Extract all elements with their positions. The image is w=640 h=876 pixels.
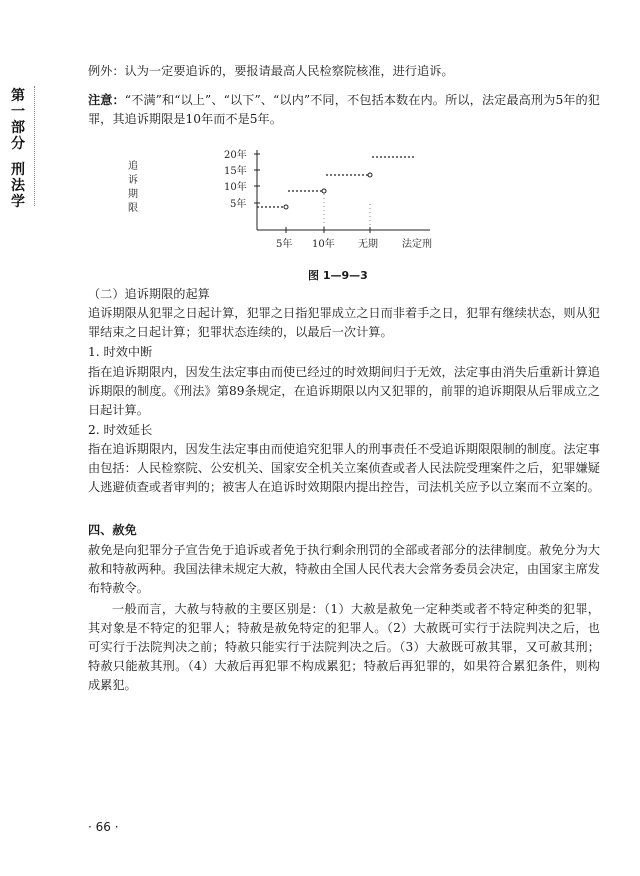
y-tick-label: 10年 (224, 182, 247, 193)
note-paragraph (88, 91, 600, 129)
subject-char: 法 (11, 178, 25, 194)
open-endpoint (284, 205, 288, 209)
subject-char: 刑 (11, 162, 25, 178)
part-sidebar-tab (6, 88, 30, 210)
y-tick-label: 15年 (224, 166, 247, 177)
section-4-body-2: 一般而言，大赦与特赦的主要区别是：（1）大赦是赦免一定种类或者不特定种类的犯罪，其对象是不特定的犯罪人；特赦是赦免特定的犯罪人。（2）大赦既可实行于法院判决之后，也可实行于法院判决之前；特赦只能实行于法院判决之后。（3）大赦既可赦其罪，又可赦其刑；特赦只能赦其刑。（4）大赦后再犯罪不构成累犯；特赦后再犯罪的，如果符合累犯条件，则构成累犯。 (88, 602, 600, 692)
part-char: 第 (11, 88, 25, 104)
section-4-body: 赦免是向犯罪分子宣告免于追诉或者免于执行剩余刑罚的全部或者部分的法律制度。赦免分为大赦和特赦两种。我国法律未规定大赦，特赦由全国人民代表大会常务委员会决定，由国家主席发布特赦令。 (88, 543, 600, 595)
y-tick-label: 5年 (230, 199, 247, 210)
section-2-title: （二）追诉期限的起算 (88, 287, 210, 301)
x-axis-label: 法定刑 (402, 239, 432, 250)
statute-limitation-chart (112, 142, 452, 267)
x-tick-label: 10年 (312, 239, 335, 250)
item-1-title: 1. 时效中断 (88, 345, 153, 359)
section-4-title: 四、赦免 (88, 523, 137, 537)
y-axis-label-char: 限 (128, 203, 138, 214)
section-2-body: 追诉期限从犯罪之日起计算，犯罪之日指犯罪成立之日而非着手之日，犯罪有继续状态，则从犯罪结束之日起计算；犯罪状态连续的，以最后一次计算。 (88, 306, 600, 339)
figure-caption: 图 1—9—3 (308, 269, 368, 282)
x-tick-label: 5年 (276, 239, 293, 250)
part-char: 一 (11, 104, 25, 120)
y-tick-label: 20年 (224, 150, 247, 161)
subject-char: 学 (11, 194, 25, 210)
part-char: 分 (11, 136, 25, 152)
y-axis-label-char: 诉 (128, 175, 138, 186)
page-number: · 66 · (88, 820, 119, 834)
item-2-title: 2. 时效延长 (88, 423, 153, 437)
open-endpoint (368, 173, 372, 177)
x-tick-label: 无期 (358, 239, 378, 250)
note-text: “不满”和“以上”、“以下”、“以内”不同，不包括本数在内。所以，法定最高刑为5年的犯罪，其追诉期限是10年而不是5年。 (88, 93, 600, 126)
item-1-body: 指在追诉期限内，因发生法定事由而使已经过的时效期间归于无效，法定事由消失后重新计算追诉期限的制度。《刑法》第89条规定，在追诉期限以内又犯罪的，前罪的追诉期限从后罪成立之日起计算。 (88, 365, 600, 417)
item-2-body: 指在追诉期限内，因发生法定事由而使追究犯罪人的刑事责任不受追诉期限限制的制度。法定事由包括：人民检察院、公安机关、国家安全机关立案侦查或者人民法院受理案件之后，犯罪嫌疑人逃避侦查或者审判的；被害人在追诉时效期限内提出控告，司法机关应予以立案而不立案的。 (88, 442, 600, 494)
open-endpoint (322, 189, 326, 193)
note-label: 注意： (88, 93, 125, 107)
exception-paragraph: 例外：认为一定要追诉的，要报请最高人民检察院核准，进行追诉。 (88, 64, 454, 78)
y-axis-label-char: 期 (128, 189, 138, 200)
sidebar-divider (34, 86, 35, 206)
y-axis-label-char: 追 (128, 161, 138, 172)
part-char: 部 (11, 120, 25, 136)
chart-svg (112, 142, 452, 267)
